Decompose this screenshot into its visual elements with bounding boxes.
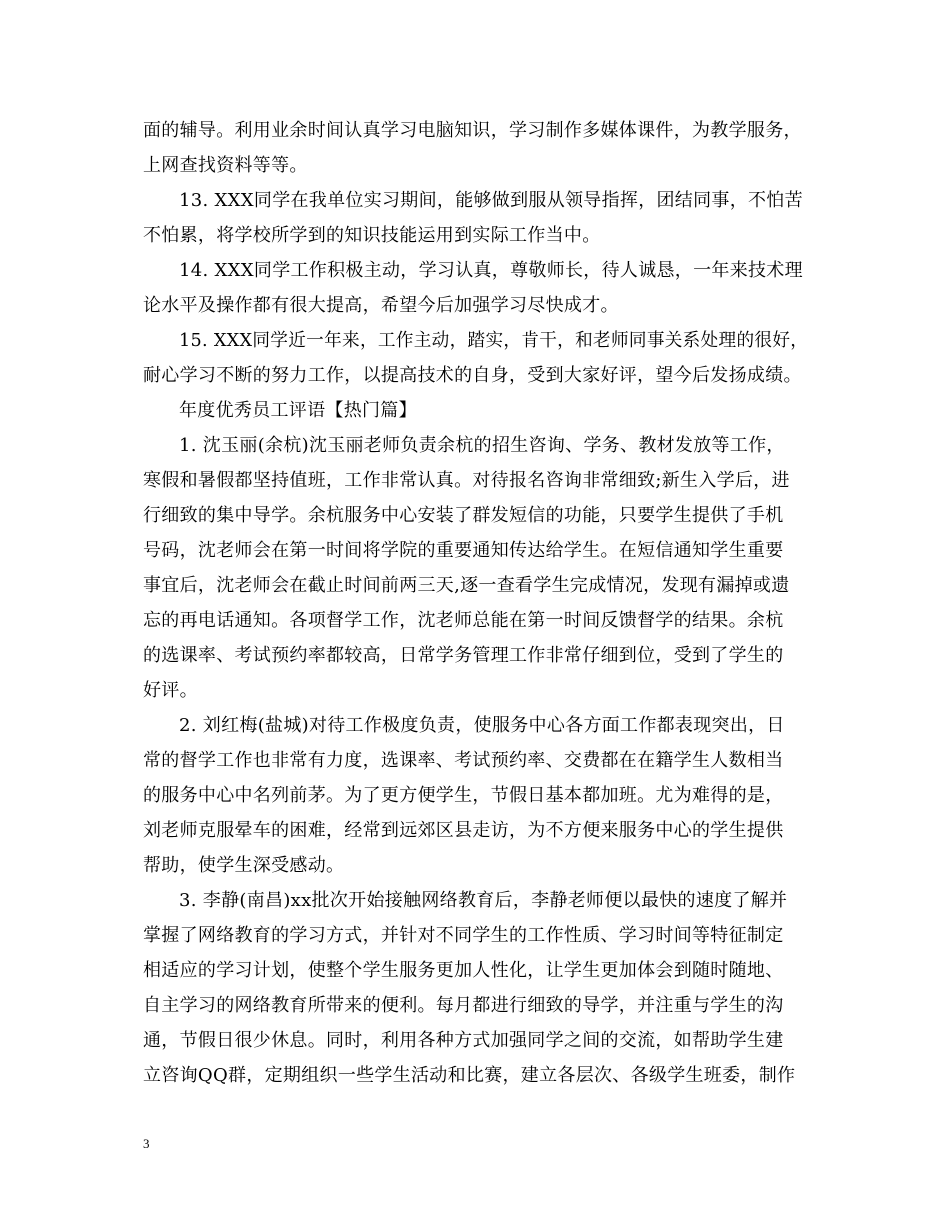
body-line: 事宜后，沈老师会在截止时间前两三天,逐一查看学生完成情况，发现有漏掉或遗 [143,575,790,596]
body-line: 上网查找资料等等。 [143,155,308,176]
body-line: 2. 刘红梅(盐城)对待工作极度负责，使服务中心各方面工作都表现突出，日 [179,715,785,736]
body-line: 的服务中心中名列前茅。为了更方便学生，节假日基本都加班。尤为难得的是， [143,785,784,806]
body-line: 论水平及操作都有很大提高，希望今后加强学习尽快成才。 [143,295,619,316]
body-line: 15. XXX同学近一年来，工作主动，踏实，肯干，和老师同事关系处理的很好， [179,330,809,351]
body-line: 行细致的集中导学。余杭服务中心安装了群发短信的功能，只要学生提供了手机 [143,505,784,526]
body-line: 常的督学工作也非常有力度，选课率、考试预约率、交费都在在籍学生人数相当 [143,750,784,771]
body-line: 寒假和暑假都坚持值班，工作非常认真。对待报名咨询非常细致;新生入学后，进 [143,470,790,491]
body-line: 3. 李静(南昌)xx批次开始接触网络教育后，李静老师便以最快的速度了解并 [179,890,788,911]
body-line: 耐心学习不断的努力工作，以提高技术的自身，受到大家好评，望今后发扬成绩。 [143,365,802,386]
page-number: 3 [143,1136,150,1151]
body-line: 忘的再电话通知。各项督学工作，沈老师总能在第一时间反馈督学的结果。余杭 [143,610,784,631]
body-line: 13. XXX同学在我单位实习期间，能够做到服从领导指挥，团结同事，不怕苦 [179,190,803,211]
body-line: 面的辅导。利用业余时间认真学习电脑知识，学习制作多媒体课件，为教学服务， [143,120,802,141]
section-heading: 年度优秀员工评语【热门篇】 [179,400,417,421]
body-line: 1. 沈玉丽(余杭)沈玉丽老师负责余杭的招生咨询、学务、教材发放等工作， [179,435,785,456]
body-line: 的选课率、考试预约率都较高，日常学务管理工作非常仔细到位，受到了学生的 [143,645,784,666]
body-line: 不怕累，将学校所学到的知识技能运用到实际工作当中。 [143,225,601,246]
body-line: 刘老师克服晕车的困难，经常到远郊区县走访，为不方便来服务中心的学生提供 [143,820,784,841]
body-line: 立咨询QQ群，定期组织一些学生活动和比赛，建立各层次、各级学生班委，制作 [143,1065,796,1086]
body-line: 14. XXX同学工作积极主动，学习认真，尊敬师长，待人诚恳，一年来技术理 [179,260,803,281]
body-line: 好评。 [143,680,198,701]
body-line: 帮助，使学生深受感动。 [143,855,345,876]
body-line: 掌握了网络教育的学习方式，并针对不同学生的工作性质、学习时间等特征制定 [143,925,784,946]
body-line: 自主学习的网络教育所带来的便利。每月都进行细致的导学，并注重与学生的沟 [143,995,784,1016]
body-line: 相适应的学习计划，使整个学生服务更加人性化，让学生更加体会到随时随地、 [143,960,784,981]
body-line: 通，节假日很少休息。同时，利用各种方式加强同学之间的交流，如帮助学生建 [143,1030,784,1051]
body-line: 号码，沈老师会在第一时间将学院的重要通知传达给学生。在短信通知学生重要 [143,540,784,561]
